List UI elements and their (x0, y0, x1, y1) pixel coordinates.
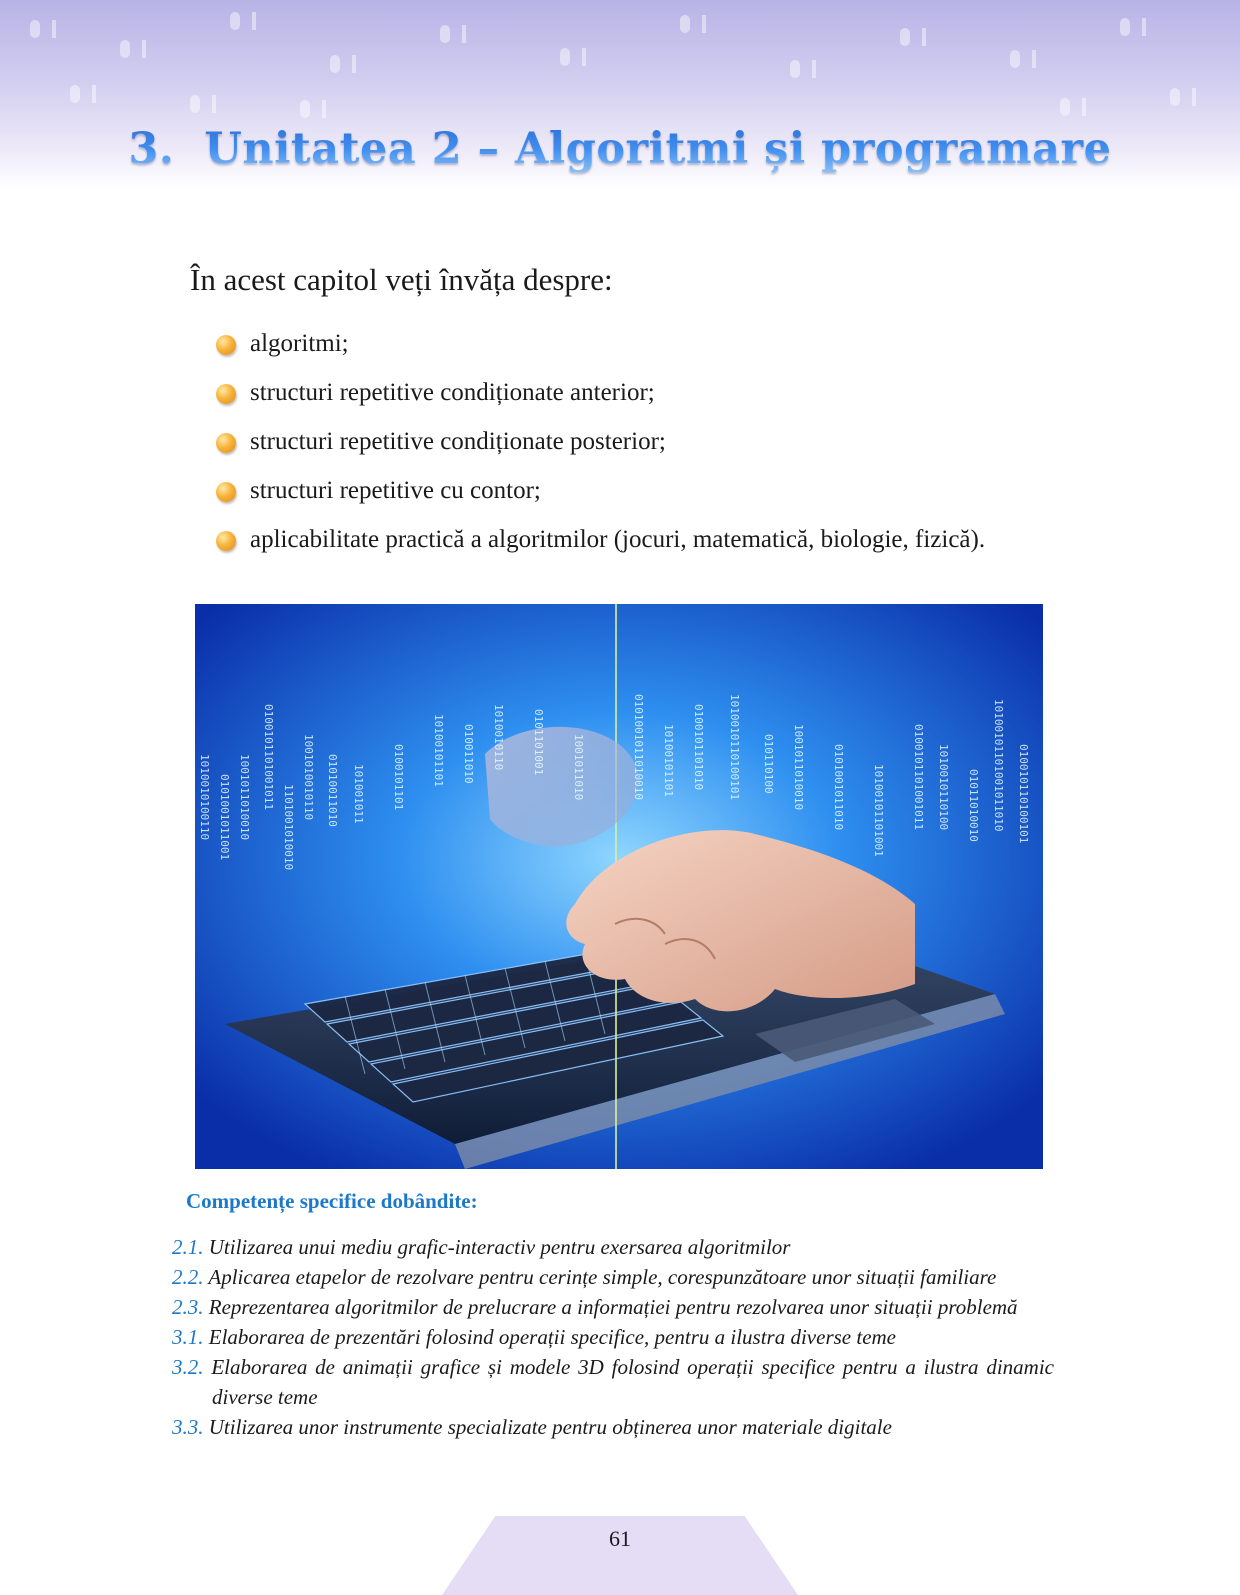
competency-text: Elaborarea de prezentări folosind operații specifice, pentru a ilustra diverse teme (208, 1325, 897, 1349)
svg-text:010011010: 010011010 (462, 724, 475, 784)
competency-code: 3.2. (172, 1355, 204, 1379)
list-item (216, 330, 985, 379)
hero-illustration (195, 604, 1043, 1169)
competency-text: Utilizarea unui mediu grafic-interactiv pentru exersarea algoritmilor (208, 1235, 791, 1259)
competency-item (172, 1232, 1054, 1262)
svg-text:1001011010: 1001011010 (572, 734, 585, 801)
svg-text:1010010100110: 1010010100110 (198, 754, 211, 841)
hands-typing-laptop-binary-illustration (195, 604, 1043, 1169)
competency-code: 2.2. (172, 1265, 204, 1289)
svg-text:01011010010: 01011010010 (967, 769, 980, 842)
competency-code: 3.3. (172, 1415, 204, 1439)
svg-text:0100101101001011: 0100101101001011 (912, 724, 925, 830)
svg-text:1010010110: 1010010110 (492, 704, 505, 771)
competency-code: 2.3. (172, 1295, 204, 1319)
competency-code: 3.1. (172, 1325, 204, 1349)
orange-bullet-icon (216, 482, 236, 502)
competency-text: Utilizarea unor instrumente specializate pentru obținerea unor materiale digitale (208, 1415, 892, 1439)
competencies-heading: Competențe specifice dobândite: (186, 1189, 478, 1213)
chapter-number: 3. (128, 124, 175, 174)
competency-text: Aplicarea etapelor de rezolvare pentru cerințe simple, corespunzătoare unor situații familiare (208, 1265, 997, 1289)
svg-text:1001011010010: 1001011010010 (792, 724, 805, 811)
svg-text:0100101101010: 0100101101010 (692, 704, 705, 791)
competencies-list (172, 1232, 1054, 1442)
competency-item (172, 1322, 1054, 1352)
svg-text:10100101101: 10100101101 (662, 724, 675, 797)
competency-item (172, 1352, 1054, 1412)
list-item (216, 379, 985, 428)
svg-text:0101001011010010: 0101001011010010 (632, 694, 645, 800)
orange-bullet-icon (216, 531, 236, 551)
list-item (216, 477, 985, 526)
svg-text:10100101101001011010: 10100101101001011010 (992, 699, 1005, 832)
competency-code: 2.1. (172, 1235, 204, 1259)
svg-text:0101001011001: 0101001011001 (218, 774, 231, 861)
topic-text: structuri repetitive cu contor; (250, 477, 541, 504)
svg-text:1010010110100: 1010010110100 (937, 744, 950, 831)
competency-item (172, 1292, 1054, 1322)
svg-text:01010011010: 01010011010 (326, 754, 339, 827)
topic-list (216, 330, 985, 575)
svg-text:0100101101001011: 0100101101001011 (262, 704, 275, 810)
topic-text: aplicabilitate practică a algoritmilor (jocuri, matematică, biologie, fizică). (250, 526, 986, 553)
topic-text: structuri repetitive condiționate posterior; (250, 428, 666, 455)
list-item (216, 428, 985, 477)
list-item (216, 526, 985, 575)
orange-bullet-icon (216, 335, 236, 355)
svg-text:1001010010110: 1001010010110 (302, 734, 315, 821)
competency-item (172, 1262, 1054, 1292)
svg-text:1010010110100101: 1010010110100101 (728, 694, 741, 800)
svg-text:10100101101: 10100101101 (432, 714, 445, 787)
topic-text: structuri repetitive condiționate anterior; (250, 379, 655, 406)
svg-text:010010110100101: 010010110100101 (1017, 744, 1030, 844)
svg-text:0100101101: 0100101101 (392, 744, 405, 811)
svg-text:10100101101001: 10100101101001 (872, 764, 885, 857)
svg-text:1101001010010: 1101001010010 (282, 784, 295, 871)
svg-text:1001011010010: 1001011010010 (238, 754, 251, 841)
competency-item (172, 1412, 1054, 1442)
intro-text: În acest capitol veți învăța despre: (190, 262, 613, 297)
page-number: 61 (609, 1526, 631, 1551)
svg-text:0101001011010: 0101001011010 (832, 744, 845, 831)
svg-text:101001011: 101001011 (352, 764, 365, 824)
orange-bullet-icon (216, 384, 236, 404)
competency-text: Elaborarea de animații grafice și modele 3D folosind operații specifice pentru a ilustra dinamic diverse teme (211, 1355, 1054, 1409)
orange-bullet-icon (216, 433, 236, 453)
topic-text: algoritmi; (250, 330, 349, 357)
svg-text:0101101001: 0101101001 (532, 709, 545, 776)
svg-text:010110100: 010110100 (762, 734, 775, 794)
chapter-title (0, 124, 1240, 174)
competency-text: Reprezentarea algoritmilor de prelucrare a informației pentru rezolvarea unor situații problemă (208, 1295, 1018, 1319)
chapter-title-text: Unitatea 2 – Algoritmi și programare (204, 124, 1112, 174)
